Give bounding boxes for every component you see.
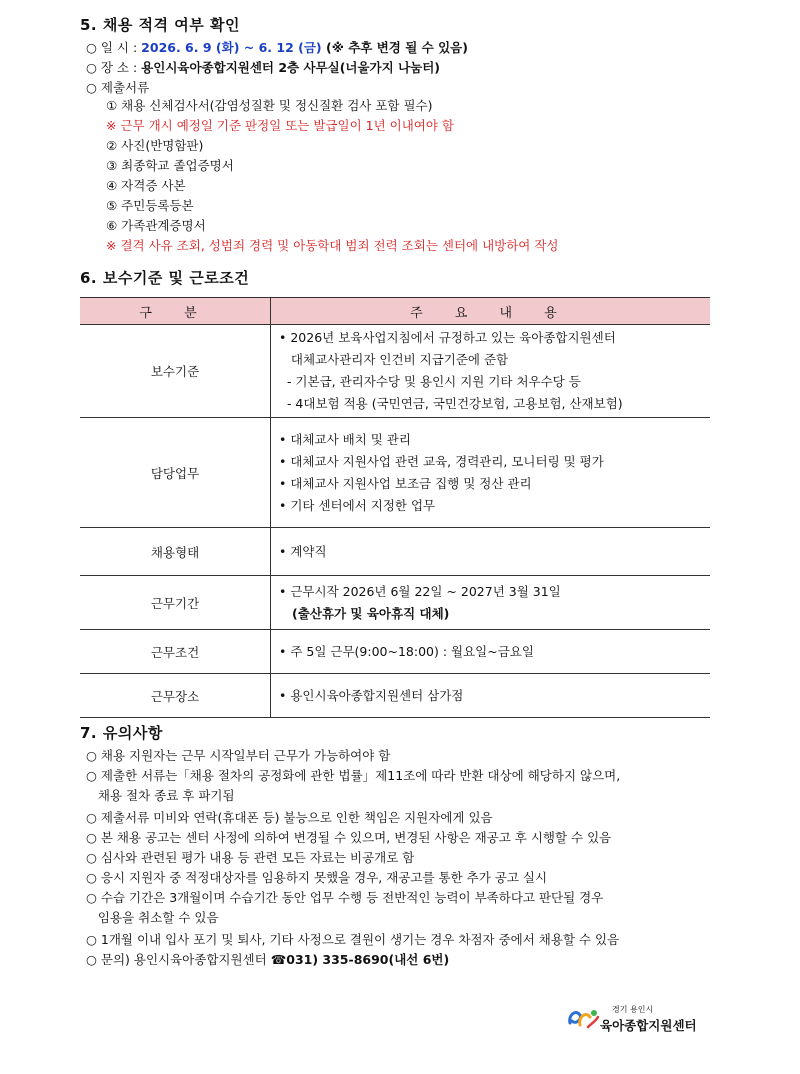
place-line: [86, 58, 440, 78]
content-line: • 기타 센터에서 지정한 업무: [279, 497, 436, 513]
contact-prefix: ○ 문의) 용인시육아종합지원센터: [86, 952, 271, 967]
doc-item: ⑤ 주민등록등본: [106, 198, 194, 213]
notice-item: 임용을 취소할 수 있음: [86, 910, 219, 925]
row-category: 담당업무: [80, 418, 271, 528]
doc-note: ※ 결격 사유 조회, 성범죄 경력 및 아동학대 범죄 전력 조회는 센터에 내방하여 작성: [106, 238, 559, 253]
content-line: • 대체교사 지원사업 관련 교육, 경력관리, 모니터링 및 평가: [279, 453, 604, 469]
notice-item: ○ 본 채용 공고는 센터 사정에 의하여 변경될 수 있으며, 변경된 사항은 재공고 후 시행할 수 있음: [86, 830, 612, 845]
section5-title: 5. 채용 적격 여부 확인: [80, 16, 240, 34]
content-line: - 4대보험 적용 (국민연금, 국민건강보험, 고용보험, 산재보험): [279, 396, 623, 411]
table-row: [80, 674, 710, 718]
row-category: 근무장소: [80, 674, 271, 718]
header-content: 주 요 내 용: [271, 298, 711, 325]
doc-note: ※ 근무 개시 예정일 기준 판정일 또는 발급일이 1년 이내여야 함: [106, 118, 454, 133]
table-row: [80, 418, 710, 528]
content-line: • 계약직: [279, 543, 327, 559]
docs-title: ○ 제출서류: [86, 80, 150, 95]
row-content: [271, 528, 711, 576]
row-category: 보수기준: [80, 325, 271, 418]
notice-item: 채용 절차 종료 후 파기됨: [86, 788, 235, 803]
table-row: [80, 325, 710, 418]
row-content: [271, 325, 711, 418]
row-category: 근무조건: [80, 630, 271, 674]
table-row: [80, 576, 710, 630]
doc-item: ③ 최종학교 졸업증명서: [106, 158, 234, 173]
doc-item: ⑥ 가족관계증명서: [106, 218, 206, 233]
date-label: ○ 일 시 :: [86, 40, 142, 55]
doc-item: ① 채용 신체검사서(감염성질환 및 정신질환 검사 포함 필수): [106, 98, 433, 113]
row-content: [271, 576, 711, 630]
header-category: 구 분: [80, 298, 271, 325]
content-line: • 2026년 보육사업지침에서 규정하고 있는 육아종합지원센터: [279, 330, 616, 345]
contact-phone: ☎031) 335-8690(내선 6번): [270, 952, 450, 967]
table-header-row: [80, 298, 710, 325]
center-logo-icon: [566, 1005, 600, 1031]
content-line: • 주 5일 근무(9:00~18:00) : 월요일~금요일: [279, 643, 534, 659]
contact-line: [86, 950, 449, 970]
row-category: 채용형태: [80, 528, 271, 576]
date-note: (※ 추후 변경 될 수 있음): [321, 40, 468, 55]
content-line: - 기본급, 관리자수당 및 용인시 지원 기타 처우수당 등: [279, 374, 581, 389]
notice-item: ○ 제출한 서류는「채용 절차의 공정화에 관한 법률」제11조에 따라 반환 대상에 해당하지 않으며,: [86, 768, 621, 783]
section7-title: 7. 유의사항: [80, 724, 163, 742]
content-line: • 근무시작 2026년 6월 22일 ~ 2027년 3월 31일: [279, 583, 561, 599]
doc-item: ④ 자격증 사본: [106, 178, 186, 193]
date-value: 2026. 6. 9 (화) ~ 6. 12 (금): [141, 40, 322, 55]
content-line: • 대체교사 배치 및 관리: [279, 431, 411, 447]
content-line: • 용인시육아종합지원센터 삼가점: [279, 687, 464, 703]
row-content: [271, 630, 711, 674]
conditions-table: [80, 297, 710, 718]
notice-item: ○ 심사와 관련된 평가 내용 등 관련 모든 자료는 비공개로 함: [86, 850, 415, 865]
place-value: 용인시육아종합지원센터 2층 사무실(너울가지 나눔터): [141, 60, 441, 75]
section6-title: 6. 보수기준 및 근로조건: [80, 269, 250, 287]
row-category: 근무기간: [80, 576, 271, 630]
content-line-bold: (출산휴가 및 육아휴직 대체): [279, 605, 450, 621]
notice-item: ○ 채용 지원자는 근무 시작일부터 근무가 가능하여야 함: [86, 748, 391, 763]
notice-item: ○ 1개월 이내 입사 포기 및 퇴사, 기타 사정으로 결원이 생기는 경우 차점자 중에서 채용할 수 있음: [86, 932, 620, 947]
table-row: [80, 528, 710, 576]
notice-item: ○ 응시 지원자 중 적정대상자를 임용하지 못했을 경우, 재공고를 통한 추가 공고 실시: [86, 870, 548, 885]
logo-title: 육아종합지원센터: [600, 1018, 697, 1033]
date-line: [86, 38, 468, 58]
notice-item: ○ 수습 기간은 3개월이며 수습기간 동안 업무 수행 등 전반적인 능력이 부족하다고 판단될 경우: [86, 890, 604, 905]
row-content: [271, 674, 711, 718]
place-label: ○ 장 소 :: [86, 60, 142, 75]
table-row: [80, 630, 710, 674]
doc-item: ② 사진(반명함판): [106, 138, 204, 153]
logo-subtitle: 경기 용인시: [612, 1005, 654, 1014]
row-content: [271, 418, 711, 528]
content-line: 대체교사관리자 인건비 지급기준에 준함: [279, 352, 509, 367]
notice-item: ○ 제출서류 미비와 연락(휴대폰 등) 불능으로 인한 책임은 지원자에게 있음: [86, 810, 493, 825]
content-line: • 대체교사 지원사업 보조금 집행 및 정산 관리: [279, 475, 532, 491]
